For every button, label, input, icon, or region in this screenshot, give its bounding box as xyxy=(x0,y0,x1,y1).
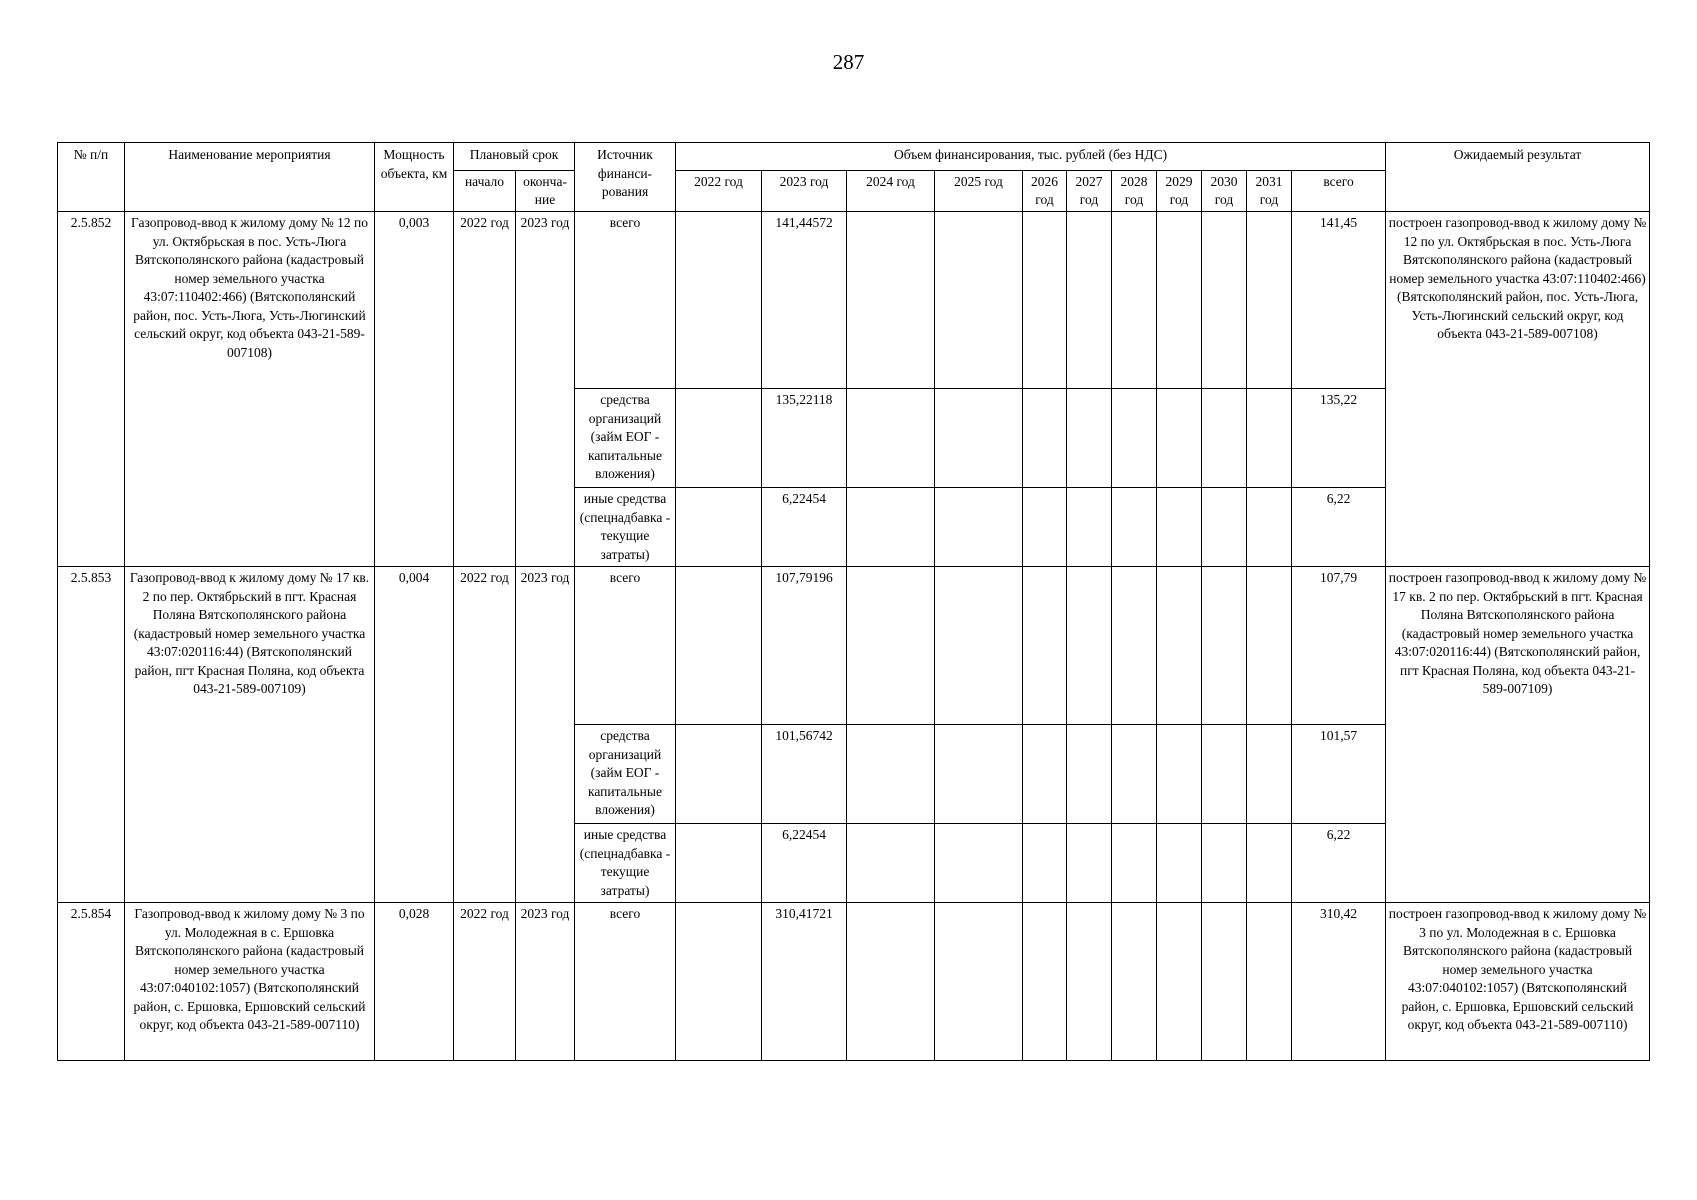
expected-result: построен газопровод-ввод к жилому дому № 12 по ул. Октябрьская в пос. Усть-Люга Вятскополянского района (кадастровый номер земельного участка 43:07:110402:466) (Вятскополянский район, пос. Усть-Люга, Усть-Люгинский сельский округ, код объекта 043-21-589-007108) xyxy=(1386,212,1650,567)
source-name: иные средства (спецнадбавка - текущие затраты) xyxy=(575,488,676,567)
table-row xyxy=(58,567,1650,725)
value-2025 xyxy=(935,567,1023,725)
value-2022 xyxy=(676,389,762,488)
value-2027 xyxy=(1067,212,1112,389)
value-2024 xyxy=(847,903,935,1061)
header-year-2028: 2028 год xyxy=(1112,171,1157,212)
value-2029 xyxy=(1157,903,1202,1061)
header-capacity: Мощность объекта, км xyxy=(375,143,454,212)
header-year-2030: 2030 год xyxy=(1202,171,1247,212)
value-2027 xyxy=(1067,903,1112,1061)
value-2027 xyxy=(1067,389,1112,488)
header-year-2025: 2025 год xyxy=(935,171,1023,212)
page-number: 287 xyxy=(832,50,865,74)
header-year-2029: 2029 год xyxy=(1157,171,1202,212)
term-end: 2023 год xyxy=(516,903,575,1061)
value-2030 xyxy=(1202,212,1247,389)
value-2030 xyxy=(1202,488,1247,567)
term-start: 2022 год xyxy=(454,567,516,903)
value-2028 xyxy=(1112,567,1157,725)
header-year-2023: 2023 год xyxy=(762,171,847,212)
value-2027 xyxy=(1067,567,1112,725)
value-2026 xyxy=(1023,567,1067,725)
value-2022 xyxy=(676,903,762,1061)
measure-name: Газопровод-ввод к жилому дому № 17 кв. 2 по пер. Октябрьский в пгт. Красная Поляна Вятскополянского района (кадастровый номер земельного участка 43:07:020116:44) (Вятскополянский район, пгт Красная Поляна, код объекта 043-21-589-007109) xyxy=(125,567,375,903)
value-2028 xyxy=(1112,212,1157,389)
capacity-value: 0,003 xyxy=(375,212,454,567)
header-num: № п/п xyxy=(58,143,125,212)
value-2026 xyxy=(1023,725,1067,824)
header-total: всего xyxy=(1292,171,1386,212)
value-total: 101,57 xyxy=(1292,725,1386,824)
value-total: 141,45 xyxy=(1292,212,1386,389)
value-2023: 6,22454 xyxy=(762,824,847,903)
value-2028 xyxy=(1112,488,1157,567)
value-2030 xyxy=(1202,389,1247,488)
measure-name: Газопровод-ввод к жилому дому № 3 по ул. Молодежная в с. Ершовка Вятскополянского района (кадастровый номер земельного участка 43:07:040102:1057) (Вятскополянский район, с. Ершовка, Ершовский сельский округ, код объекта 043-21-589-007110) xyxy=(125,903,375,1061)
source-name: иные средства (спецнадбавка - текущие затраты) xyxy=(575,824,676,903)
value-2024 xyxy=(847,488,935,567)
header-year-2027: 2027 год xyxy=(1067,171,1112,212)
value-2025 xyxy=(935,389,1023,488)
header-year-2031: 2031 год xyxy=(1247,171,1292,212)
value-2027 xyxy=(1067,725,1112,824)
value-2026 xyxy=(1023,488,1067,567)
value-2022 xyxy=(676,212,762,389)
value-2022 xyxy=(676,488,762,567)
value-2026 xyxy=(1023,824,1067,903)
header-result: Ожидаемый результат xyxy=(1386,143,1650,212)
term-end: 2023 год xyxy=(516,567,575,903)
value-2022 xyxy=(676,725,762,824)
value-2029 xyxy=(1157,824,1202,903)
value-2029 xyxy=(1157,389,1202,488)
value-total: 6,22 xyxy=(1292,824,1386,903)
header-year-2024: 2024 год xyxy=(847,171,935,212)
header-year-2022: 2022 год xyxy=(676,171,762,212)
source-name: всего xyxy=(575,903,676,1061)
row-number: 2.5.853 xyxy=(58,567,125,903)
value-2025 xyxy=(935,824,1023,903)
source-name: средства организаций (займ ЕОГ - капитальные вложения) xyxy=(575,389,676,488)
header-source: Источник финанси-рования xyxy=(575,143,676,212)
expected-result: построен газопровод-ввод к жилому дому № 3 по ул. Молодежная в с. Ершовка Вятскополянского района (кадастровый номер земельного участка 43:07:040102:1057) (Вятскополянский район, с. Ершовка, Ершовский сельский округ, код объекта 043-21-589-007110) xyxy=(1386,903,1650,1061)
table-row xyxy=(58,903,1650,1061)
value-2025 xyxy=(935,488,1023,567)
term-end: 2023 год xyxy=(516,212,575,567)
source-name: средства организаций (займ ЕОГ - капитальные вложения) xyxy=(575,725,676,824)
row-number: 2.5.854 xyxy=(58,903,125,1061)
capacity-value: 0,028 xyxy=(375,903,454,1061)
source-name: всего xyxy=(575,567,676,725)
value-2026 xyxy=(1023,389,1067,488)
header-term: Плановый срок xyxy=(454,143,575,171)
header-year-2026: 2026 год xyxy=(1023,171,1067,212)
value-2030 xyxy=(1202,903,1247,1061)
header-term-start: начало xyxy=(454,171,516,212)
capacity-value: 0,004 xyxy=(375,567,454,903)
value-2024 xyxy=(847,212,935,389)
value-2031 xyxy=(1247,212,1292,389)
value-2029 xyxy=(1157,725,1202,824)
value-total: 107,79 xyxy=(1292,567,1386,725)
row-number: 2.5.852 xyxy=(58,212,125,567)
value-2028 xyxy=(1112,725,1157,824)
value-2030 xyxy=(1202,567,1247,725)
source-name: всего xyxy=(575,212,676,389)
value-2031 xyxy=(1247,903,1292,1061)
value-2028 xyxy=(1112,389,1157,488)
value-2024 xyxy=(847,824,935,903)
value-total: 310,42 xyxy=(1292,903,1386,1061)
value-2028 xyxy=(1112,903,1157,1061)
value-2031 xyxy=(1247,567,1292,725)
value-total: 135,22 xyxy=(1292,389,1386,488)
value-2029 xyxy=(1157,567,1202,725)
header-name: Наименование мероприятия xyxy=(125,143,375,212)
value-2030 xyxy=(1202,725,1247,824)
header-term-end: оконча-ние xyxy=(516,171,575,212)
value-2027 xyxy=(1067,824,1112,903)
value-2023: 141,44572 xyxy=(762,212,847,389)
value-2024 xyxy=(847,725,935,824)
value-2026 xyxy=(1023,903,1067,1061)
value-2025 xyxy=(935,725,1023,824)
value-2022 xyxy=(676,567,762,725)
value-2026 xyxy=(1023,212,1067,389)
value-2024 xyxy=(847,389,935,488)
value-2029 xyxy=(1157,212,1202,389)
financing-table xyxy=(57,142,1650,1061)
value-2027 xyxy=(1067,488,1112,567)
table-row xyxy=(58,212,1650,389)
value-2031 xyxy=(1247,389,1292,488)
value-total: 6,22 xyxy=(1292,488,1386,567)
value-2025 xyxy=(935,903,1023,1061)
value-2029 xyxy=(1157,488,1202,567)
value-2025 xyxy=(935,212,1023,389)
value-2022 xyxy=(676,824,762,903)
header-financing: Объем финансирования, тыс. рублей (без НДС) xyxy=(676,143,1386,171)
value-2028 xyxy=(1112,824,1157,903)
value-2024 xyxy=(847,567,935,725)
value-2031 xyxy=(1247,725,1292,824)
value-2030 xyxy=(1202,824,1247,903)
term-start: 2022 год xyxy=(454,903,516,1061)
expected-result: построен газопровод-ввод к жилому дому № 17 кв. 2 по пер. Октябрьский в пгт. Красная Поляна Вятскополянского района (кадастровый номер земельного участка 43:07:020116:44) (Вятскополянский район, пгт Красная Поляна, код объекта 043-21-589-007109) xyxy=(1386,567,1650,903)
value-2031 xyxy=(1247,824,1292,903)
value-2023: 310,41721 xyxy=(762,903,847,1061)
value-2023: 6,22454 xyxy=(762,488,847,567)
value-2023: 107,79196 xyxy=(762,567,847,725)
term-start: 2022 год xyxy=(454,212,516,567)
value-2031 xyxy=(1247,488,1292,567)
value-2023: 135,22118 xyxy=(762,389,847,488)
measure-name: Газопровод-ввод к жилому дому № 12 по ул. Октябрьская в пос. Усть-Люга Вятскополянского района (кадастровый номер земельного участка 43:07:110402:466) (Вятскополянский район, пос. Усть-Люга, Усть-Люгинский сельский округ, код объекта 043-21-589-007108) xyxy=(125,212,375,567)
value-2023: 101,56742 xyxy=(762,725,847,824)
